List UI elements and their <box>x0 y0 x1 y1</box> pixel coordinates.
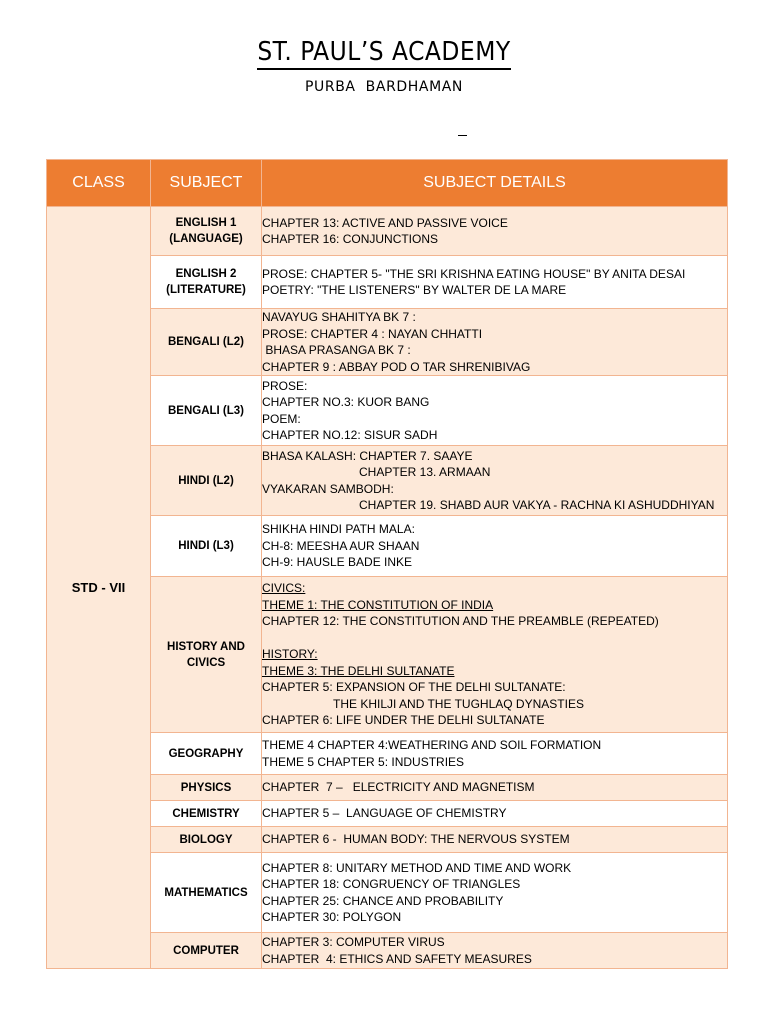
class-cell: STD - VII <box>47 207 151 969</box>
subject-cell: CHEMISTRY <box>151 801 262 827</box>
table-row <box>47 207 728 256</box>
details-cell: THEME 4 CHAPTER 4:WEATHERING AND SOIL FORMATION THEME 5 CHAPTER 5: INDUSTRIES <box>262 733 728 775</box>
subject-cell: HINDI (L3) <box>151 516 262 577</box>
details-cell: PROSE: CHAPTER 5- "THE SRI KRISHNA EATING HOUSE" BY ANITA DESAI POETRY: "THE LISTENERS" BY WALTER DE LA MARE <box>262 256 728 309</box>
subject-cell: BENGALI (L3) <box>151 376 262 446</box>
column-header-subject: SUBJECT <box>151 160 262 207</box>
school-location: PURBA BARDHAMAN <box>304 79 464 95</box>
subject-cell: ENGLISH 1 (LANGUAGE) <box>151 207 262 256</box>
details-cell: SHIKHA HINDI PATH MALA: CH-8: MEESHA AUR SHAAN CH-9: HAUSLE BADE INKE <box>262 516 728 577</box>
details-cell: CHAPTER 8: UNITARY METHOD AND TIME AND WORK CHAPTER 18: CONGRUENCY OF TRIANGLES CHAPTER 25: CHANCE AND PROBABILITY CHAPTER 30: POLYGON <box>262 853 728 933</box>
subject-cell: HINDI (L2) <box>151 446 262 516</box>
subject-cell: MATHEMATICS <box>151 853 262 933</box>
details-cell: CHAPTER 13: ACTIVE AND PASSIVE VOICE CHAPTER 16: CONJUNCTIONS <box>262 207 728 256</box>
subject-cell: BENGALI (L2) <box>151 309 262 376</box>
details-cell: CHAPTER 5 – LANGUAGE OF CHEMISTRY <box>262 801 728 827</box>
details-cell: CHAPTER 7 – ELECTRICITY AND MAGNETISM <box>262 775 728 801</box>
details-cell: NAVAYUG SHAHITYA BK 7 : PROSE: CHAPTER 4 : NAYAN CHHATTI BHASA PRASANGA BK 7 : CHAPTER 9 : ABBAY POD O TAR SHRENIBIVAG <box>262 309 728 376</box>
subject-cell: HISTORY AND CIVICS <box>151 577 262 733</box>
subject-cell: GEOGRAPHY <box>151 733 262 775</box>
subject-cell: PHYSICS <box>151 775 262 801</box>
subject-cell: BIOLOGY <box>151 827 262 853</box>
column-header-details: SUBJECT DETAILS <box>262 160 728 207</box>
subject-cell: ENGLISH 2 (LITERATURE) <box>151 256 262 309</box>
details-cell: CHAPTER 3: COMPUTER VIRUS CHAPTER 4: ETHICS AND SAFETY MEASURES <box>262 933 728 969</box>
table-header-row <box>47 160 728 207</box>
details-cell: PROSE: CHAPTER NO.3: KUOR BANG POEM: CHAPTER NO.12: SISUR SADH <box>262 376 728 446</box>
details-cell: CHAPTER 6 - HUMAN BODY: THE NERVOUS SYSTEM <box>262 827 728 853</box>
school-title: ST. PAUL’S ACADEMY <box>0 36 768 68</box>
decorative-dash <box>458 135 467 136</box>
subject-cell: COMPUTER <box>151 933 262 969</box>
details-cell: CIVICS: THEME 1: THE CONSTITUTION OF INDIA CHAPTER 12: THE CONSTITUTION AND THE PREAMBLE (REPEATED) HISTORY: THEME 3: THE DELHI SULTANATE CHAPTER 5: EXPANSION OF THE DELHI SULTANATE: THE KHILJI AND THE TUGHLAQ DYNASTIES CHAPTER 6: LIFE UNDER THE DELHI SULTANATE <box>262 577 728 733</box>
syllabus-table <box>46 159 728 969</box>
column-header-class: CLASS <box>47 160 151 207</box>
details-cell: BHASA KALASH: CHAPTER 7. SAAYE CHAPTER 13. ARMAAN VYAKARAN SAMBODH: CHAPTER 19. SHABD AUR VAKYA - RACHNA KI ASHUDDHIYAN <box>262 446 728 516</box>
